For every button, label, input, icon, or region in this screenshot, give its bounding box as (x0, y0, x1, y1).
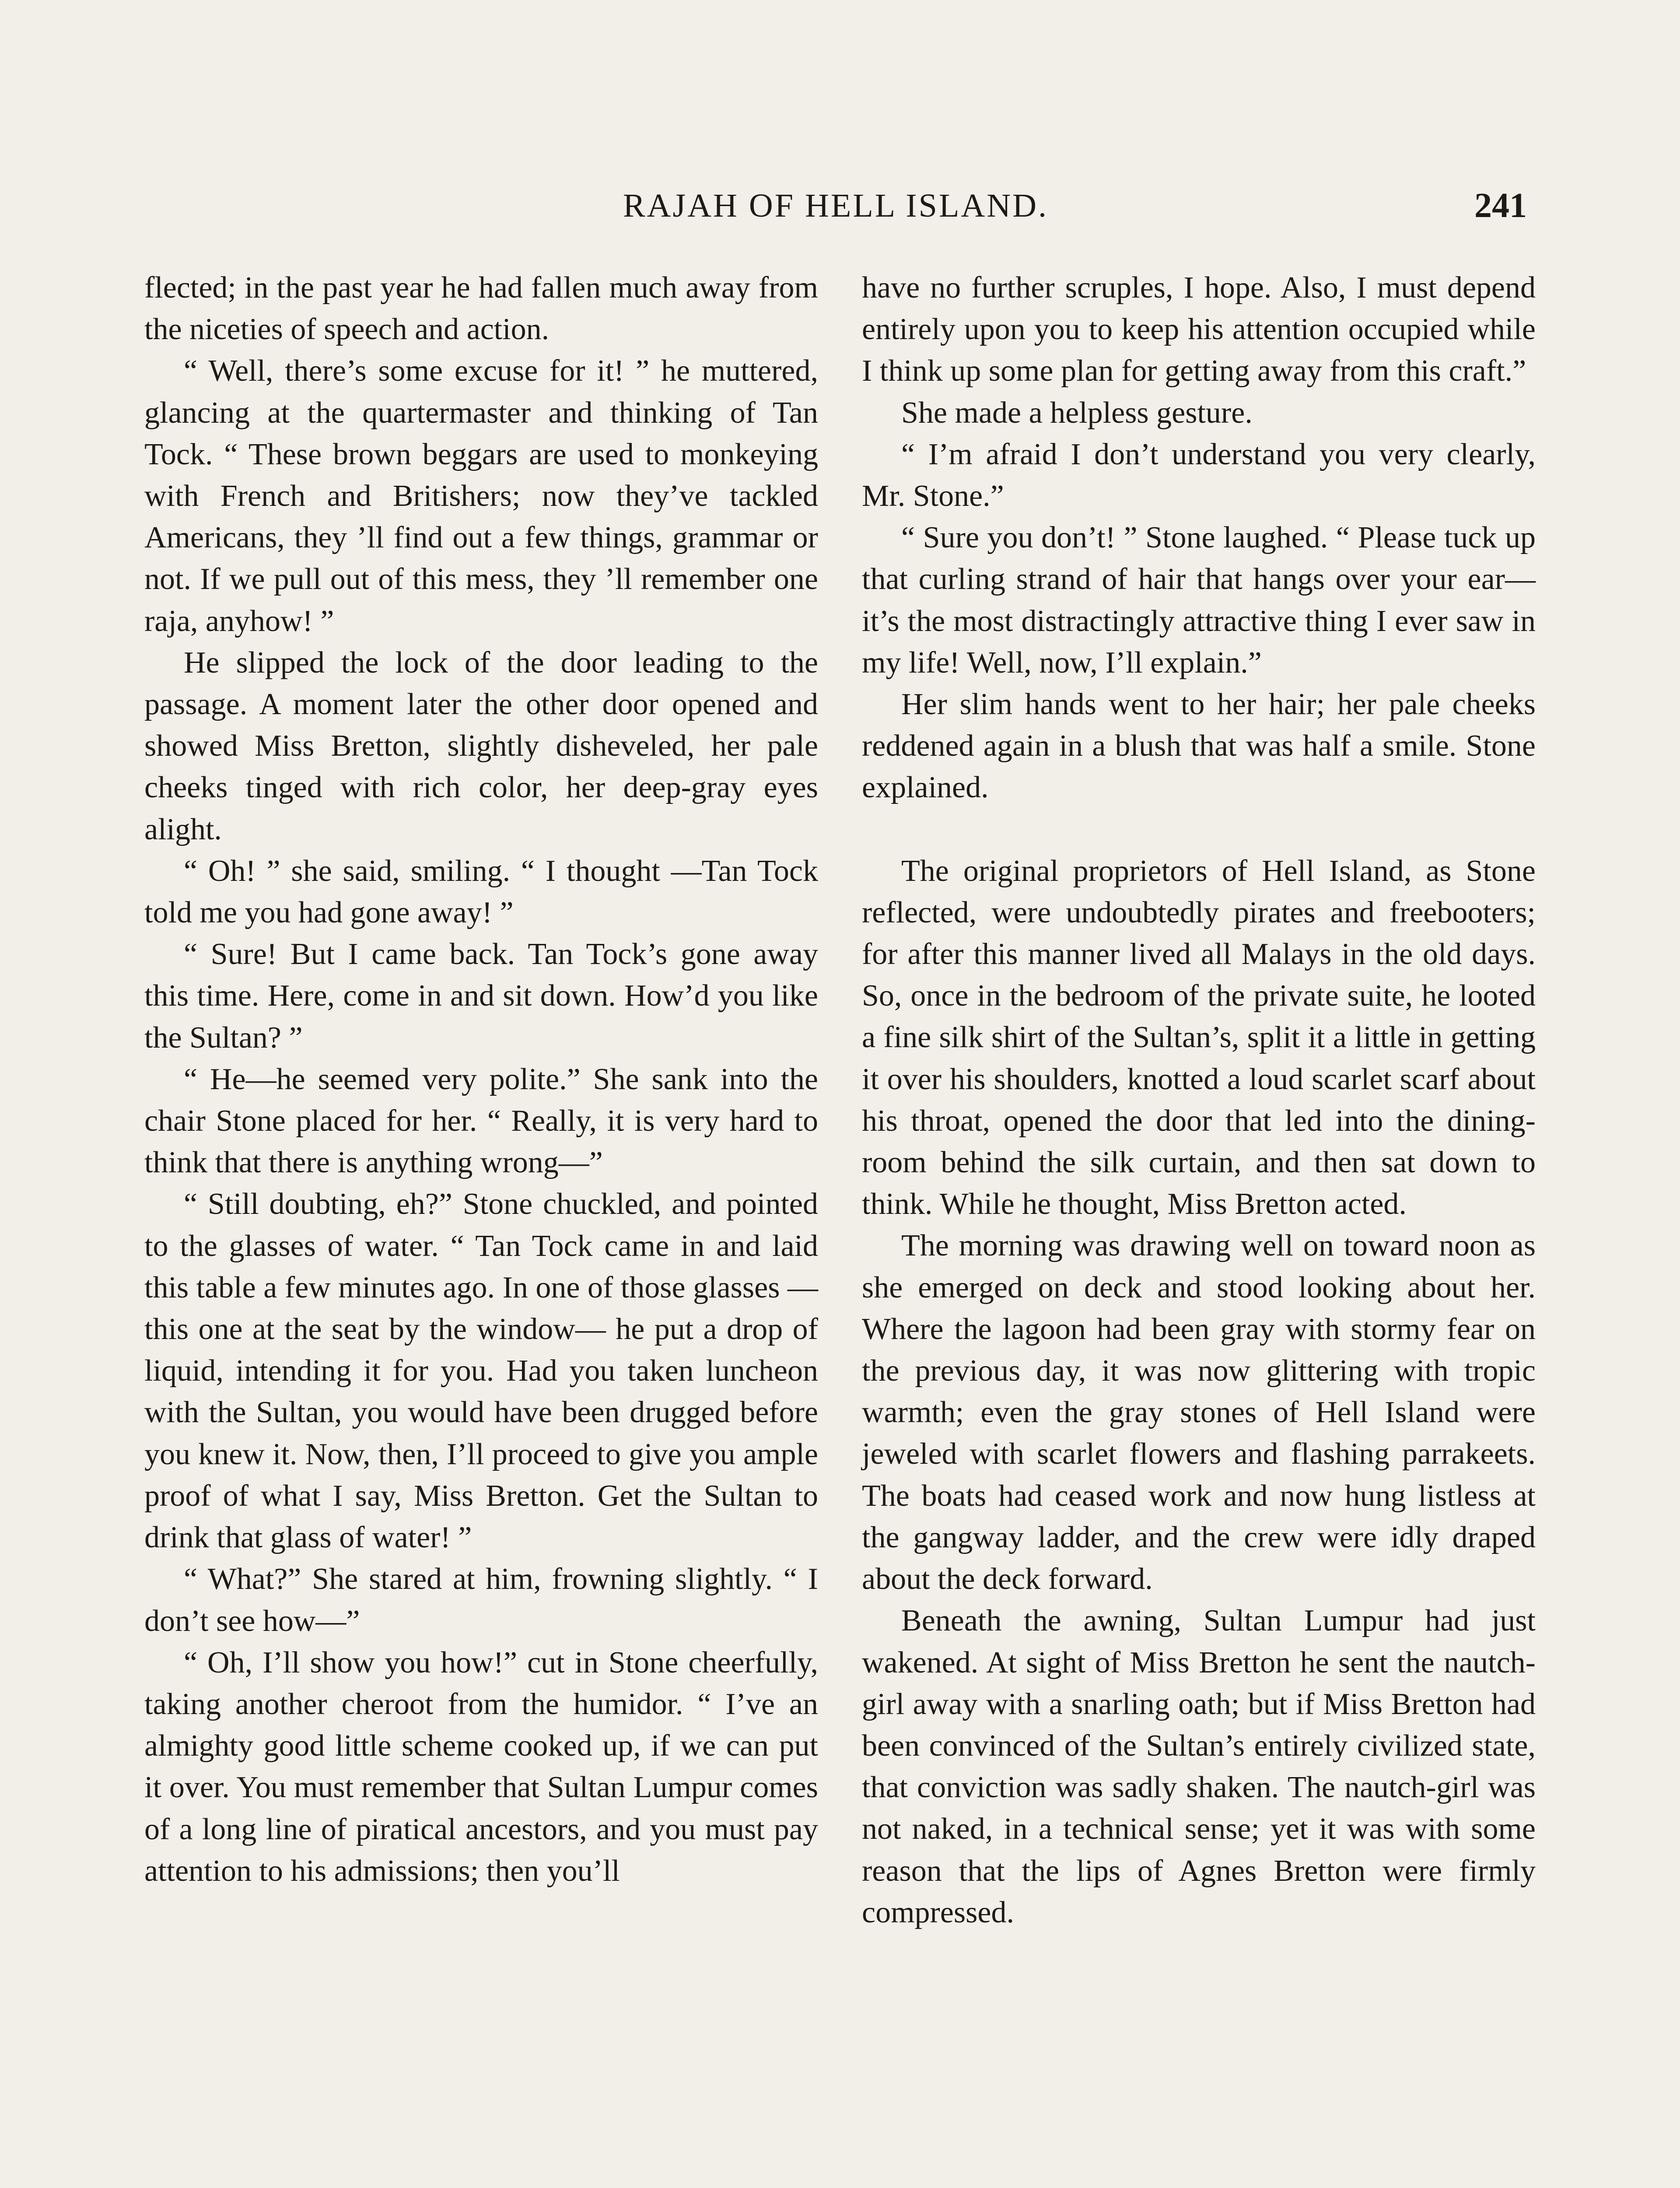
right-column (862, 267, 1536, 1933)
paragraph: “ Oh, I’ll show you how!” cut in Stone cheerfully, taking another cheroot from the humidor. “ I’ve an almighty good little scheme cooked up, if we can put it over. You must remember that Sultan Lumpur comes of a long line of piratical ancestors, and you must pay attention to his admissions; then you’ll (144, 1645, 818, 1888)
running-title: RAJAH OF HELL ISLAND. (623, 187, 1049, 224)
paragraph: Her slim hands went to her hair; her pale cheeks reddened again in a blush that was half a smile. Stone explained. (862, 687, 1536, 805)
paragraph: He slipped the lock of the door leading to the passage. A moment later the other door opened and showed Miss Bretton, slightly disheveled, her pale cheeks tinged with rich color, her deep-gray eyes alight. (144, 645, 818, 846)
section-break (862, 809, 1536, 850)
paragraph: “ What?” She stared at him, frowning slightly. “ I don’t see how—” (144, 1562, 818, 1638)
paragraph: “ Well, there’s some excuse for it! ” he muttered, glancing at the quartermaster and thinking of Tan Tock. “ These brown beggars are used to monkeying with French and Britishers; now they’ve tackled Americans, they ’ll find out a few things, grammar or not. If we pull out of this mess, they ’ll remember one raja, anyhow! ” (144, 354, 818, 638)
paragraph: “ Still doubting, eh?” Stone chuckled, and pointed to the glasses of water. “ Tan Tock came in and laid this table a few minutes ago. In one of those glasses —this one at the seat by the window— he put a drop of liquid, intending it for you. Had you taken luncheon with the Sultan, you would have been drugged before you knew it. Now, then, I’ll proceed to give you ample proof of what I say, Miss Bretton. Get the Sultan to drink that glass of water! ” (144, 1187, 818, 1555)
paragraph: “ Oh! ” she said, smiling. “ I thought —Tan Tock told me you had gone away! ” (144, 854, 818, 930)
paragraph: flected; in the past year he had fallen much away from the niceties of speech and action. (144, 271, 818, 347)
paragraph: “ Sure you don’t! ” Stone laughed. “ Please tuck up that curling strand of hair that hangs over your ear—it’s the most distractingly attractive thing I ever saw in my life! Well, now, I’ll explain.” (862, 521, 1536, 680)
paragraph: have no further scruples, I hope. Also, I must depend entirely upon you to keep his attention occupied while I think up some plan for getting away from this craft.” (862, 271, 1536, 388)
paragraph: She made a helpless gesture. (901, 396, 1253, 430)
page-header (144, 179, 1527, 232)
paragraph: The original proprietors of Hell Island, as Stone reflected, were undoubtedly pirates and freebooters; for after this manner lived all Malays in the old days. So, once in the bedroom of the private suite, he looted a fine silk shirt of the Sultan’s, split it a little in getting it over his shoulders, knotted a loud scarlet scarf about his throat, opened the door that led into the dining-room behind the silk curtain, and then sat down to think. While he thought, Miss Bretton acted. (862, 854, 1536, 1221)
paragraph: “ I’m afraid I don’t understand you very clearly, Mr. Stone.” (862, 437, 1536, 513)
paragraph: The morning was drawing well on toward noon as she emerged on deck and stood looking about her. Where the lagoon had been gray with stormy fear on the previous day, it was now glittering with tropic warmth; even the gray stones of Hell Island were jeweled with scarlet flowers and flashing parrakeets. The boats had ceased work and now hung listless at the gangway ladder, and the crew were idly draped about the deck forward. (862, 1229, 1536, 1596)
paragraph: Beneath the awning, Sultan Lumpur had just wakened. At sight of Miss Bretton he sent the nautch-girl away with a snarling oath; but if Miss Bretton had been convinced of the Sultan’s entirely civilized state, that conviction was sadly shaken. The nautch-girl was not naked, in a technical sense; yet it was with some reason that the lips of Agnes Bretton were firmly compressed. (862, 1604, 1536, 1929)
paragraph: “ He—he seemed very polite.” She sank into the chair Stone placed for her. “ Really, it is very hard to think that there is anything wrong—” (144, 1062, 818, 1180)
paragraph: “ Sure! But I came back. Tan Tock’s gone away this time. Here, come in and sit down. How’d you like the Sultan? ” (144, 937, 818, 1055)
page-number: 241 (1474, 186, 1527, 225)
left-column (144, 267, 818, 1892)
